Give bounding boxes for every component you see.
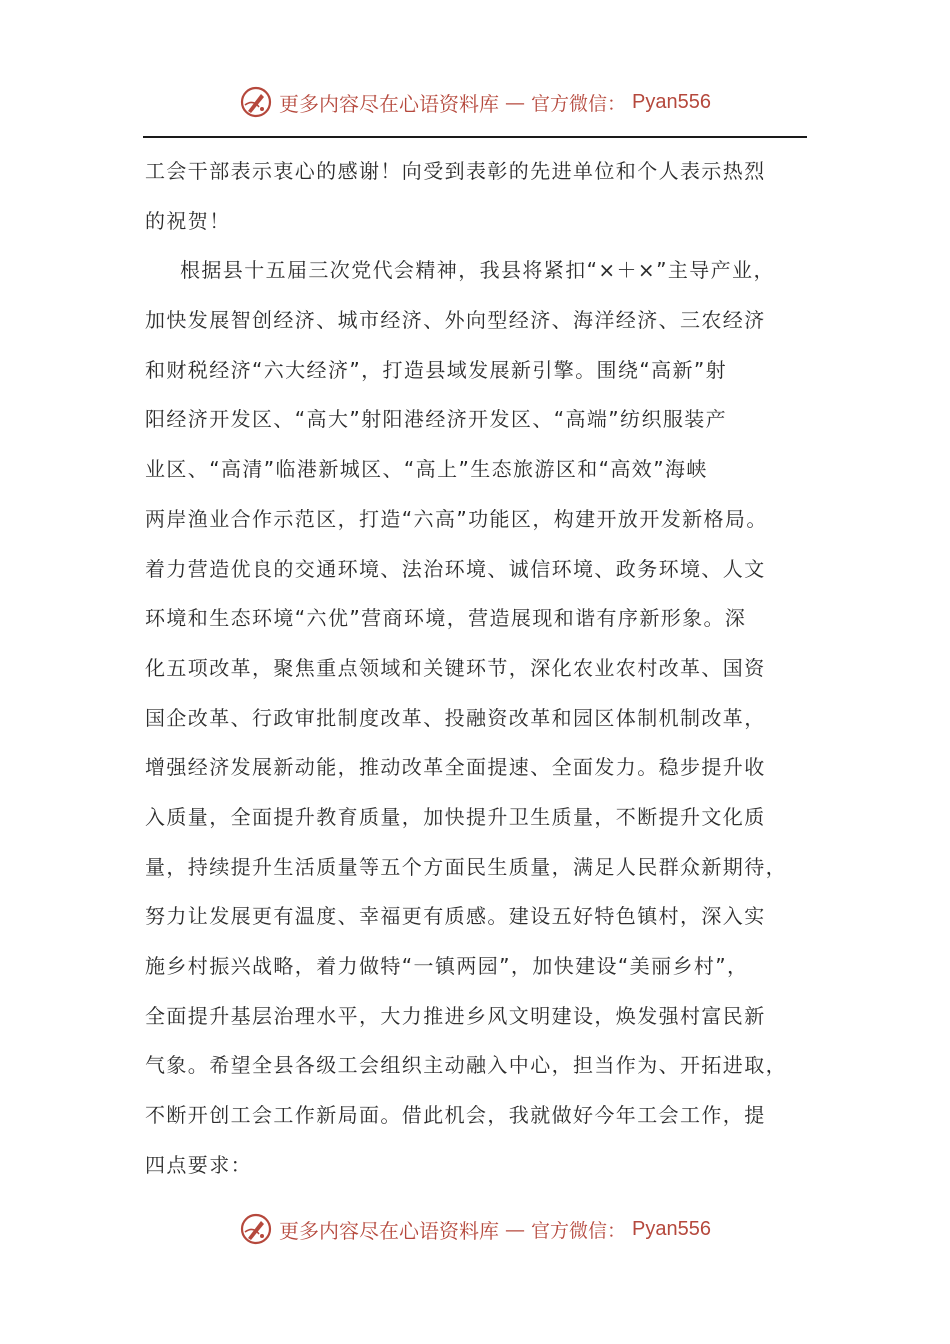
body-line: 国企改革、行政审批制度改革、投融资改革和园区体制机制改革， [145, 705, 766, 730]
body-line: 全面提升基层治理水平，大力推进乡风文明建设，焕发强村富民新 [145, 1003, 766, 1028]
pen-quill-icon [239, 1212, 273, 1246]
body-line: 业区、“高清”临港新城区、“高上”生态旅游区和“高效”海峡 [145, 457, 708, 482]
footer-dash: — [505, 1217, 525, 1241]
body-line: 量，持续提升生活质量等五个方面民生质量，满足人民群众新期待， [145, 854, 787, 879]
body-line: 环境和生态环境“六优”营商环境，营造展现和谐有序新形象。深 [145, 606, 747, 631]
pen-quill-icon [239, 85, 273, 119]
header-divider [143, 136, 807, 138]
footer-sub-text: 官方微信： [531, 1219, 627, 1242]
footer-banner [0, 1207, 950, 1251]
body-line: 气象。希望全县各级工会组织主动融入中心，担当作为、开拓进取， [145, 1053, 787, 1078]
header-banner [0, 80, 950, 124]
body-line: 阳经济开发区、“高大”射阳港经济开发区、“高端”纺织服装产 [145, 407, 728, 432]
body-line: 化五项改革，聚焦重点领域和关键环节，深化农业农村改革、国资 [145, 655, 766, 680]
header-sub-text: 官方微信： [531, 92, 627, 115]
body-line: 加快发展智创经济、城市经济、外向型经济、海洋经济、三农经济 [145, 308, 766, 333]
header-dash: — [505, 90, 525, 114]
body-line: 着力营造优良的交通环境、法治环境、诚信环境、政务环境、人文 [145, 556, 766, 581]
body-line: 努力让发展更有温度、幸福更有质感。建设五好特色镇村，深入实 [145, 904, 766, 929]
footer-wechat-id: Pyan556 [632, 1217, 711, 1240]
body-line: 入质量，全面提升教育质量，加快提升卫生质量，不断提升文化质 [145, 804, 766, 829]
body-line: 工会干部表示衷心的感谢！向受到表彰的先进单位和个人表示热烈 [145, 159, 766, 183]
body-line: 和财税经济“六大经济”，打造县域发展新引擎。围绕“高新”射 [145, 357, 728, 382]
body-line: 增强经济发展新动能，推动改革全面提速、全面发力。稳步提升收 [145, 755, 766, 780]
body-line: 的祝贺！ [145, 208, 231, 233]
body-line: 四点要求： [145, 1152, 252, 1177]
footer-main-text: 更多内容尽在心语资料库 [279, 1218, 499, 1243]
header-main-text: 更多内容尽在心语资料库 [279, 91, 499, 116]
body-line: 施乡村振兴战略，着力做特“一镇两园”，加快建设“美丽乡村”， [145, 954, 749, 978]
body-line: 根据县十五届三次党代会精神，我县将紧扣“×＋×”主导产业， [180, 258, 775, 283]
body-line: 不断开创工会工作新局面。借此机会，我就做好今年工会工作，提 [145, 1103, 766, 1128]
header-wechat-id: Pyan556 [632, 90, 711, 113]
body-line: 两岸渔业合作示范区，打造“六高”功能区，构建开放开发新格局。 [145, 506, 768, 531]
document-body [145, 147, 817, 1190]
